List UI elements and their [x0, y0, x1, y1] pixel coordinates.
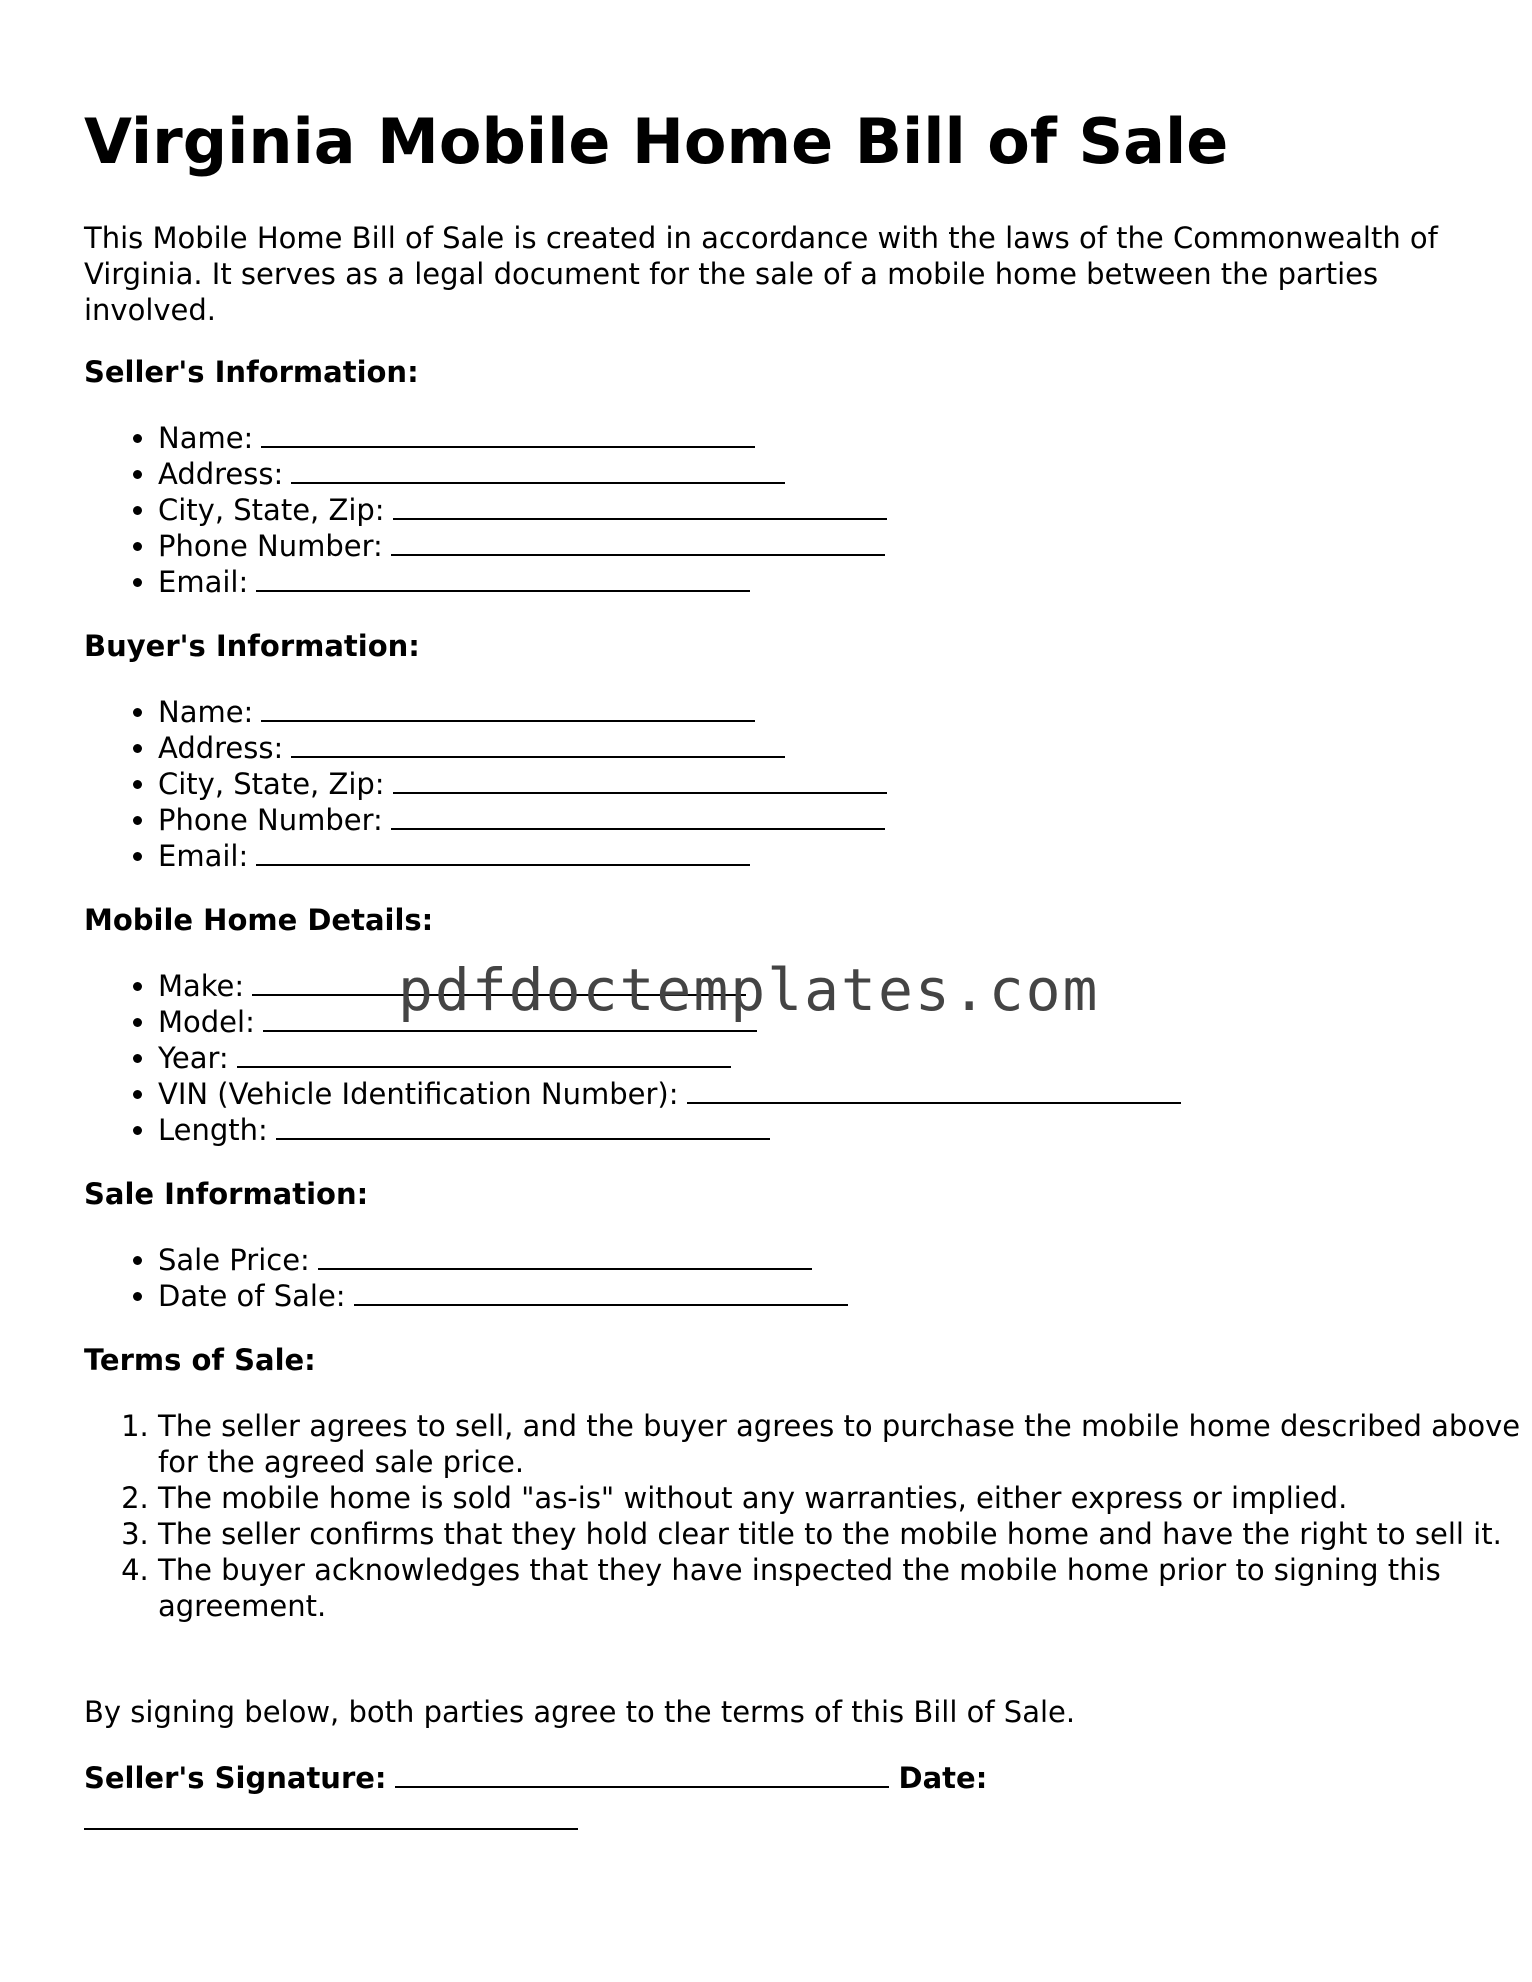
seller-email-field[interactable]: • Email:: [158, 564, 887, 600]
seller-city-state-zip-field[interactable]: • City, State, Zip:: [158, 492, 887, 528]
buyer-address-field[interactable]: • Address:: [158, 730, 887, 766]
buyer-section-heading: Buyer's Information:: [84, 629, 420, 663]
sale-price-field[interactable]: • Sale Price:: [158, 1242, 848, 1278]
home-section-heading: Mobile Home Details:: [84, 903, 434, 937]
date-field[interactable]: [84, 1806, 578, 1830]
fill-line[interactable]: [256, 838, 750, 866]
date-label: Date:: [898, 1761, 988, 1795]
seller-signature-field[interactable]: [395, 1760, 889, 1788]
buyer-email-field[interactable]: • Email:: [158, 838, 887, 874]
fill-line[interactable]: [393, 492, 887, 520]
terms-list: [84, 1408, 1528, 1624]
home-year-field[interactable]: • Year:: [158, 1040, 1181, 1076]
sale-fields: [84, 1242, 848, 1314]
fill-line[interactable]: [256, 564, 750, 592]
term-item: 4. The buyer acknowledges that they have inspected the mobile home prior to signing this agreement.: [158, 1552, 1528, 1624]
sale-section-heading: Sale Information:: [84, 1177, 369, 1211]
fill-line[interactable]: [261, 420, 755, 448]
sale-date-field[interactable]: • Date of Sale:: [158, 1278, 848, 1314]
term-item: 2. The mobile home is sold "as-is" without any warranties, either express or implied.: [158, 1480, 1528, 1516]
seller-address-field[interactable]: • Address:: [158, 456, 887, 492]
seller-name-field[interactable]: • Name:: [158, 420, 887, 456]
home-vin-field[interactable]: • VIN (Vehicle Identification Number):: [158, 1076, 1181, 1112]
buyer-fields: [84, 694, 887, 874]
watermark: pdfdoctemplates.com: [398, 956, 1100, 1024]
term-item: 3. The seller confirms that they hold clear title to the mobile home and have the right to sell it.: [158, 1516, 1528, 1552]
page-title: Virginia Mobile Home Bill of Sale: [84, 105, 1229, 178]
fill-line[interactable]: [687, 1076, 1181, 1104]
fill-line[interactable]: [393, 766, 887, 794]
fill-line[interactable]: [276, 1112, 770, 1140]
fill-line[interactable]: [261, 694, 755, 722]
intro-paragraph: This Mobile Home Bill of Sale is created in accordance with the laws of the Commonwealth of Virginia. It serves as a legal document for the sale of a mobile home between the parties involved.: [84, 221, 1438, 327]
buyer-name-field[interactable]: • Name:: [158, 694, 887, 730]
buyer-city-state-zip-field[interactable]: • City, State, Zip:: [158, 766, 887, 802]
fill-line[interactable]: [391, 802, 885, 830]
fill-line[interactable]: [291, 456, 785, 484]
buyer-phone-field[interactable]: • Phone Number:: [158, 802, 887, 838]
seller-signature-label: Seller's Signature:: [84, 1761, 387, 1795]
seller-section-heading: Seller's Information:: [84, 355, 419, 389]
fill-line[interactable]: [291, 730, 785, 758]
fill-line[interactable]: [318, 1242, 812, 1270]
home-model-field[interactable]: • Model:: [158, 1004, 1181, 1040]
term-item: 1. The seller agrees to sell, and the buyer agrees to purchase the mobile home described above for the agreed sale price.: [158, 1408, 1528, 1480]
seller-phone-field[interactable]: • Phone Number:: [158, 528, 887, 564]
home-length-field[interactable]: • Length:: [158, 1112, 1181, 1148]
terms-section-heading: Terms of Sale:: [84, 1343, 316, 1377]
closing-statement: By signing below, both parties agree to the terms of this Bill of Sale.: [84, 1695, 1076, 1729]
fill-line[interactable]: [391, 528, 885, 556]
signature-line: [84, 1760, 987, 1796]
fill-line[interactable]: [354, 1278, 848, 1306]
fill-line[interactable]: [237, 1040, 731, 1068]
home-make-field[interactable]: • Make:: [158, 968, 1181, 1004]
seller-fields: [84, 420, 887, 600]
